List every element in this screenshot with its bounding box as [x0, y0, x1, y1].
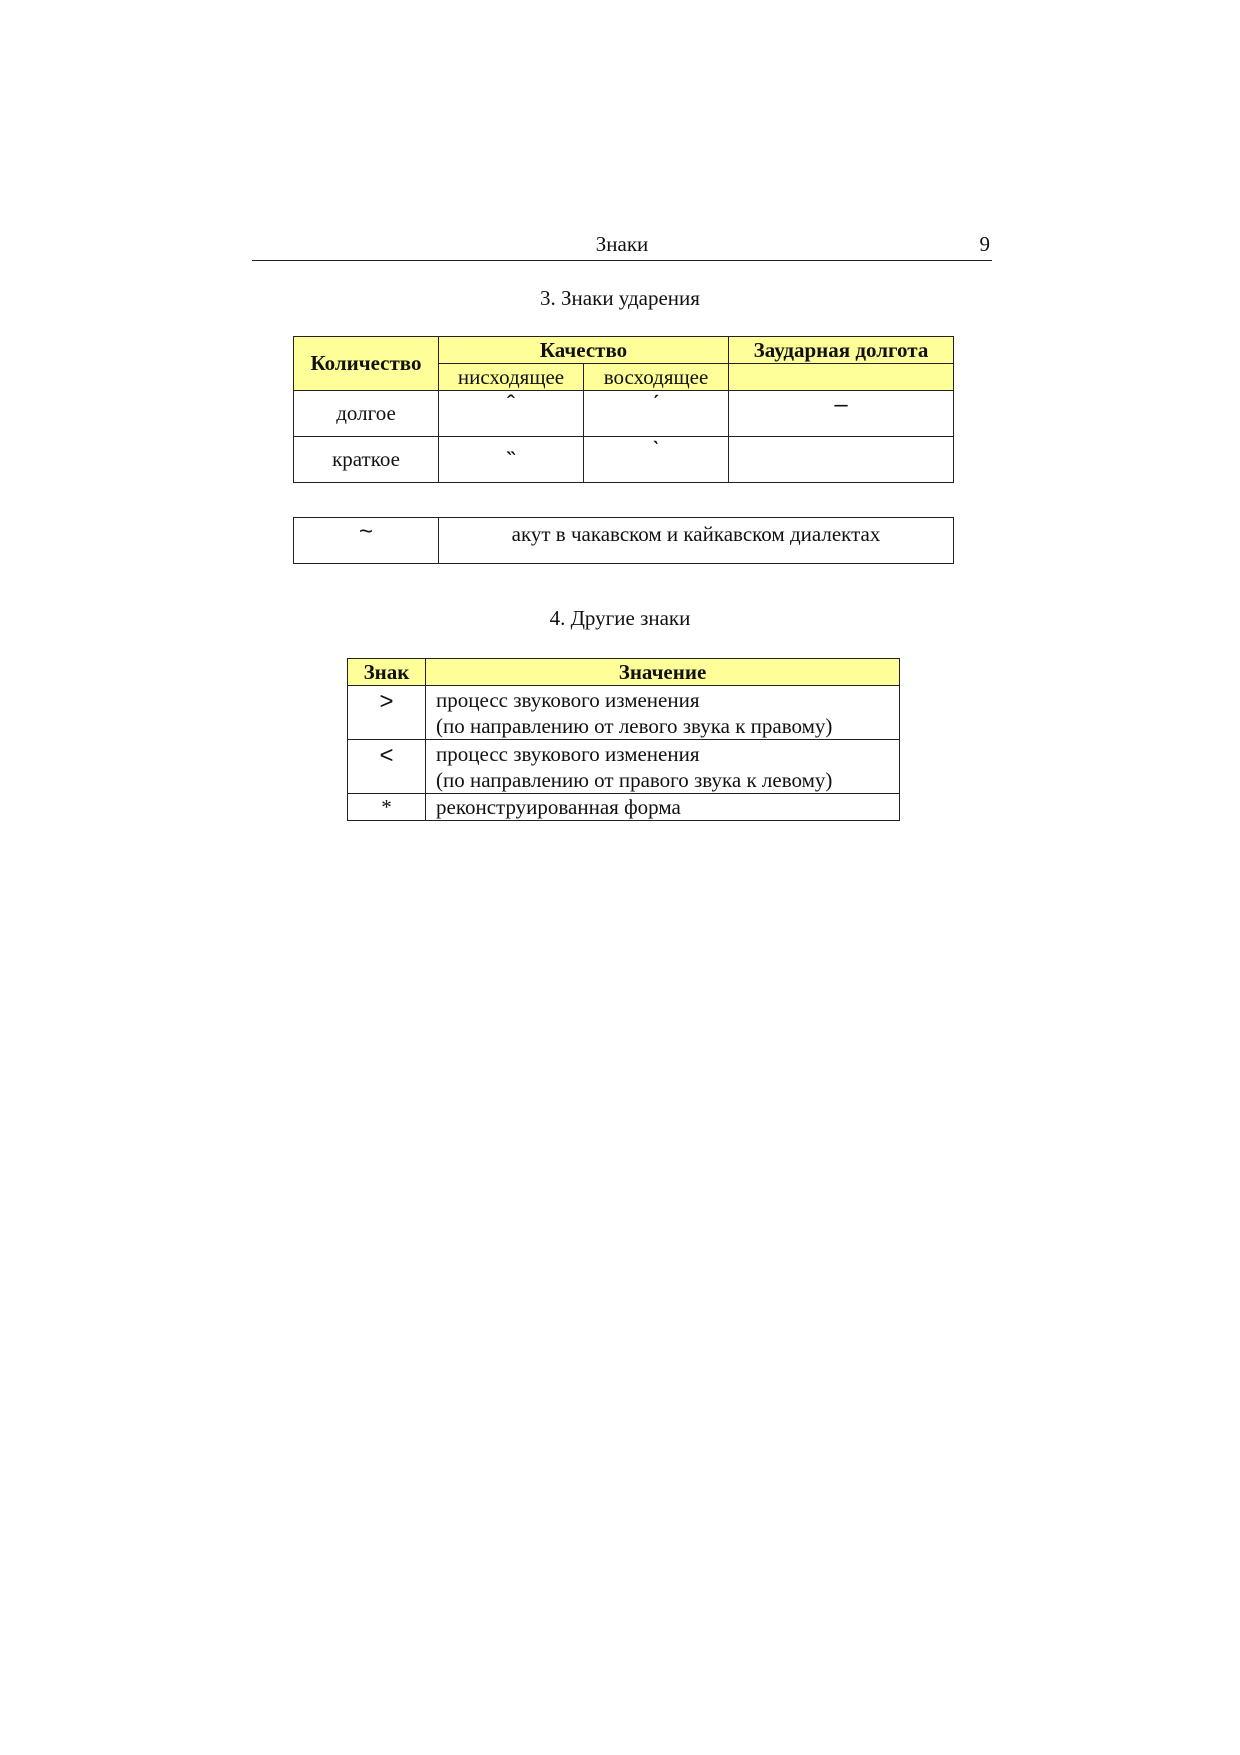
long-post-stress-mark	[729, 391, 954, 437]
section-3-title: 3. Знаки ударения	[540, 286, 700, 310]
meaning-line: (по направлению от правого звука к левому)	[436, 767, 833, 792]
short-falling-symbol: ˵	[507, 437, 515, 464]
other-signs-table	[347, 658, 900, 821]
subheader-rising: восходящее	[584, 364, 729, 391]
acute-description: акут в чакавском и кайкавском диалектах	[439, 518, 954, 564]
short-falling-mark	[439, 437, 584, 483]
running-header	[252, 230, 992, 261]
meaning-cell	[426, 740, 900, 794]
header-meaning: Значение	[426, 659, 900, 686]
meaning-line: процесс звукового изменения	[436, 741, 700, 766]
header-quality: Качество	[439, 337, 729, 364]
meaning-line: реконструированная форма	[426, 794, 900, 821]
row-long-label: долгое	[294, 391, 439, 437]
long-falling-mark	[439, 391, 584, 437]
acute-note-table	[293, 517, 954, 564]
short-rising-mark	[584, 437, 729, 483]
subheader-empty	[729, 364, 954, 391]
meaning-line: процесс звукового изменения	[436, 687, 700, 712]
sign-greater-than: >	[348, 686, 426, 740]
long-rising-symbol: ˊ	[652, 391, 660, 418]
header-sign: Знак	[348, 659, 426, 686]
row-short-label: краткое	[294, 437, 439, 483]
long-rising-mark	[584, 391, 729, 437]
header-post-stress-length: Заударная долгота	[729, 337, 954, 364]
section-4-title: 4. Другие знаки	[549, 606, 691, 630]
short-rising-symbol: ˋ	[652, 437, 660, 464]
meaning-line: (по направлению от левого звука к правому)	[436, 713, 833, 738]
meaning-cell	[426, 686, 900, 740]
long-falling-symbol: ˆ	[507, 391, 515, 418]
long-post-stress-symbol: ‒	[834, 391, 848, 418]
short-post-stress-mark	[729, 437, 954, 483]
sign-asterisk: *	[348, 794, 426, 821]
header-title: Знаки	[595, 232, 649, 256]
page-number: 9	[979, 232, 990, 256]
acute-symbol: ~	[294, 518, 439, 564]
stress-marks-table	[293, 336, 954, 483]
header-quantity: Количество	[294, 337, 439, 391]
sign-less-than: <	[348, 740, 426, 794]
subheader-falling: нисходящее	[439, 364, 584, 391]
